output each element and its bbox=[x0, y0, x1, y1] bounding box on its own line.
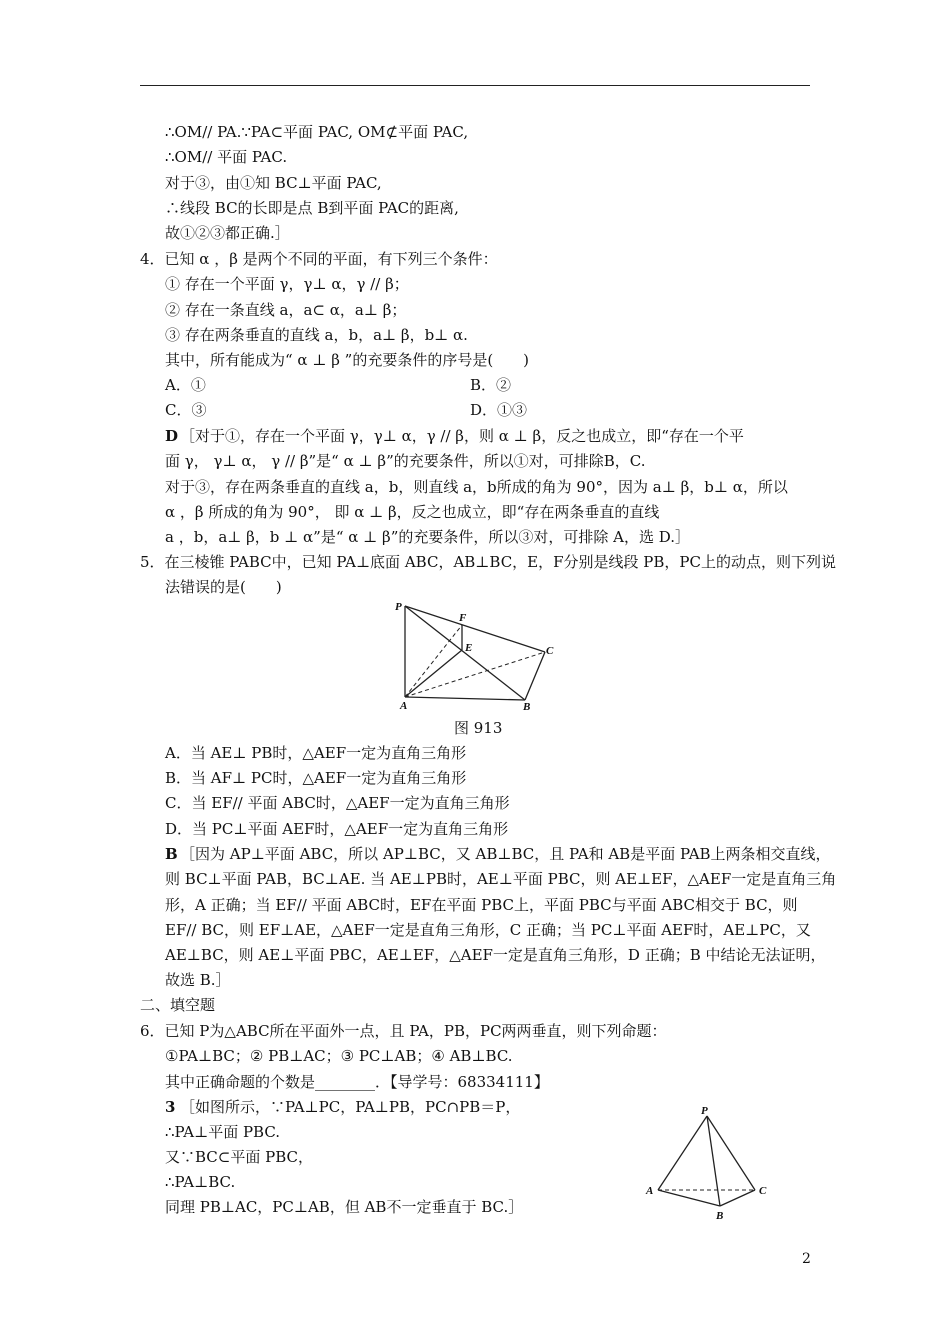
text-line: ∴OM// PA.∵PA⊂平面 PAC, OM⊄平面 PAC, bbox=[165, 123, 469, 141]
label-c: C bbox=[759, 1185, 767, 1197]
question-4: 4．已知 α ，β 是两个不同的平面，有下列三个条件： bbox=[140, 250, 498, 268]
label-a: A bbox=[400, 700, 408, 711]
solution-line: 面 γ， γ⊥ α， γ // β”是“ α ⊥ β”的充要条件，所以①对，可排除B，C. bbox=[165, 452, 646, 470]
solution-line: 故选 B.］ bbox=[165, 971, 231, 989]
option-d: D．①③ bbox=[470, 401, 528, 419]
solution-line: 对于③，存在两条垂直的直线 a，b，则直线 a，b所成的角为 90°，因为 a⊥ β，b⊥ α，所以 bbox=[165, 478, 788, 496]
label-c: C bbox=[546, 645, 554, 657]
solution-line: ∴PA⊥BC. bbox=[165, 1173, 236, 1191]
label-f: F bbox=[459, 612, 467, 624]
solution-line: 同理 PB⊥AC，PC⊥AB，但 AB不一定垂直于 BC.］ bbox=[165, 1198, 524, 1216]
solution-line: ∴PA⊥平面 PBC. bbox=[165, 1123, 281, 1141]
header-rule bbox=[140, 85, 810, 86]
label-p: P bbox=[395, 601, 402, 613]
edge-pc bbox=[405, 606, 545, 652]
solution-line: EF// BC，则 EF⊥AE，△AEF一定是直角三角形，C 正确；当 PC⊥平面 AEF时，AE⊥PC，又 bbox=[165, 921, 811, 939]
label-b: B bbox=[716, 1210, 724, 1222]
figure-caption: 图 913 bbox=[454, 719, 503, 737]
segment-af-dashed bbox=[405, 625, 462, 697]
text-line: ∴OM// 平面 PAC. bbox=[165, 148, 288, 166]
option-b: B．② bbox=[470, 376, 512, 394]
solution-line: a ，b，a⊥ β，b ⊥ α”是“ α ⊥ β”的充要条件，所以③对，可排除 A，选 D.］ bbox=[165, 528, 691, 546]
segment-ae bbox=[405, 650, 462, 697]
option-d: D．当 PC⊥平面 AEF时，△AEF一定为直角三角形 bbox=[165, 820, 509, 838]
page-number: 2 bbox=[802, 1251, 811, 1267]
text-line: 对于③，由①知 BC⊥平面 PAC, bbox=[165, 174, 382, 192]
label-e: E bbox=[465, 642, 473, 654]
edge-ab bbox=[405, 697, 525, 700]
question-6: 6．已知 P为△ABC所在平面外一点，且 PA，PB，PC两两垂直，则下列命题： bbox=[140, 1022, 667, 1040]
question-stem: 其中，所有能成为“ α ⊥ β ”的充要条件的序号是( ) bbox=[165, 351, 530, 369]
solution-line: α ，β 所成的角为 90°， 即 α ⊥ β，反之也成立，即“存在两条垂直的直线 bbox=[165, 503, 660, 521]
answer-4: D bbox=[165, 427, 179, 445]
option-a: A．① bbox=[165, 376, 206, 394]
question-5-cont: 法错误的是( ) bbox=[165, 578, 282, 596]
label-p: P bbox=[701, 1105, 708, 1117]
tetrahedron-figure-913 bbox=[390, 596, 560, 711]
statements: ①PA⊥BC；② PB⊥AC；③ PC⊥AB；④ AB⊥BC. bbox=[165, 1047, 513, 1065]
solution-line: ［如图所示，∵PA⊥PC，PA⊥PB，PC∩PB＝P， bbox=[180, 1098, 521, 1116]
text-line: ∴线段 BC的长即是点 B到平面 PAC的距离, bbox=[165, 199, 459, 217]
solution-line: ［因为 AP⊥平面 ABC，所以 AP⊥BC，又 AB⊥BC，且 PA和 AB是平面 PAB上两条相交直线， bbox=[180, 845, 831, 863]
edge-ab bbox=[658, 1190, 720, 1206]
edge-pc bbox=[707, 1116, 755, 1190]
condition-3: ③ 存在两条垂直的直线 a，b，a⊥ β，b⊥ α. bbox=[165, 326, 468, 344]
label-b: B bbox=[523, 701, 531, 711]
tetrahedron-figure-pabc bbox=[640, 1102, 775, 1227]
solution-line: AE⊥BC，则 AE⊥平面 PBC，AE⊥EF，△AEF一定是直角三角形，D 正确；B 中结论无法证明， bbox=[165, 946, 826, 964]
edge-pa bbox=[658, 1116, 707, 1190]
segment-ac-dashed bbox=[405, 652, 545, 697]
condition-2: ② 存在一条直线 a，a⊂ α，a⊥ β； bbox=[165, 301, 407, 319]
solution-line: 则 BC⊥平面 PAB，BC⊥AE. 当 AE⊥PB时，AE⊥平面 PBC，则 AE⊥EF，△AEF一定是直角三角 bbox=[165, 870, 837, 888]
answer-6: 3 bbox=[165, 1098, 176, 1116]
solution-line: 形，A 正确；当 EF// 平面 ABC时，EF在平面 PBC上，平面 PBC与平面 ABC相交于 BC，则 bbox=[165, 896, 798, 914]
answer-5: B bbox=[165, 845, 178, 863]
question-5: 5．在三棱锥 PABC中，已知 PA⊥底面 ABC，AB⊥BC，E，F分别是线段 PB，PC上的动点，则下列说 bbox=[140, 553, 836, 571]
option-b: B．当 AF⊥ PC时，△AEF一定为直角三角形 bbox=[165, 769, 467, 787]
question-6-stem: 其中正确命题的个数是________．【导学号：68334111】 bbox=[165, 1073, 549, 1091]
option-c: C．当 EF// 平面 ABC时，△AEF一定为直角三角形 bbox=[165, 794, 510, 812]
option-c: C．③ bbox=[165, 401, 207, 419]
edge-bc bbox=[525, 652, 545, 700]
solution-line: ［对于①，存在一个平面 γ，γ⊥ α，γ // β，则 α ⊥ β，反之也成立，即“存在一个平 bbox=[180, 427, 744, 445]
text-line: 故①②③都正确.］ bbox=[165, 224, 290, 242]
solution-line: 又∵BC⊂平面 PBC， bbox=[165, 1148, 313, 1166]
label-a: A bbox=[646, 1185, 654, 1197]
edge-bc bbox=[720, 1190, 755, 1206]
edge-pb bbox=[707, 1116, 720, 1206]
option-a: A．当 AE⊥ PB时，△AEF一定为直角三角形 bbox=[165, 744, 467, 762]
section-heading: 二、填空题 bbox=[140, 996, 216, 1014]
condition-1: ① 存在一个平面 γ，γ⊥ α，γ // β； bbox=[165, 275, 409, 293]
